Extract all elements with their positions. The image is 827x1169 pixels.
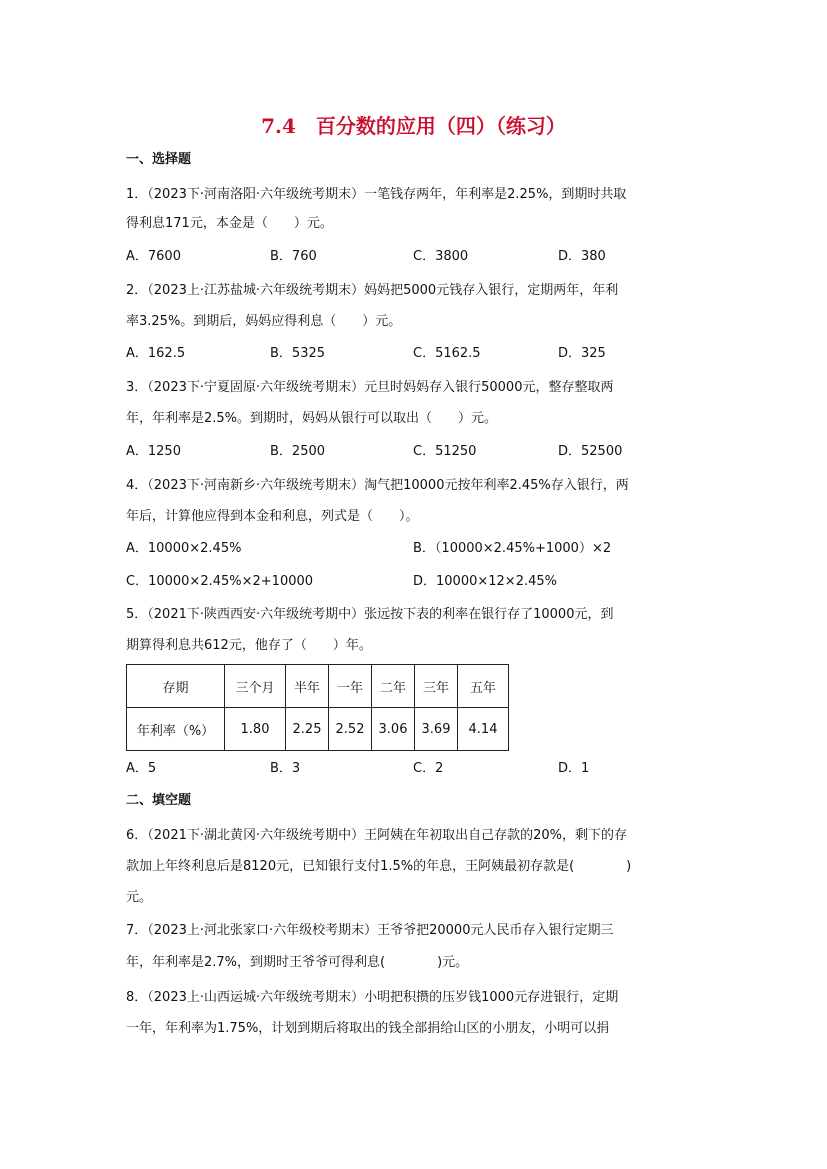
table-header-row — [127, 665, 509, 708]
q5-option-a: A．5 — [126, 761, 157, 776]
table-cell: 一年 — [329, 665, 372, 708]
question-3-line-2: 年，年利率是2.5%。到期时，妈妈从银行可以取出（ ）元。 — [126, 411, 498, 426]
q2-option-a: A．162.5 — [126, 346, 186, 361]
q3-option-a: A．1250 — [126, 444, 181, 459]
question-4-line-2: 年后，计算他应得到本金和利息，列式是（ ）。 — [126, 509, 419, 524]
q2-option-c: C．5162.5 — [413, 346, 481, 361]
q3-option-b: B．2500 — [270, 444, 326, 459]
table-cell: 二年 — [372, 665, 415, 708]
table-cell: 4.14 — [458, 708, 509, 751]
section-heading-choice: 一、选择题 — [126, 152, 192, 167]
question-5-line-2: 期算得利息共612元，他存了（ ）年。 — [126, 638, 372, 653]
table-cell: 年利率（%） — [127, 708, 225, 751]
question-3-line-1: 3．（2023下·宁夏固原·六年级统考期末）元旦时妈妈存入银行50000元，整存整取两 — [126, 380, 614, 395]
table-row — [127, 708, 509, 751]
q1-option-b: B．760 — [270, 249, 317, 264]
q4-option-c: C．10000×2.45%×2+10000 — [126, 574, 314, 589]
q2-option-d: D．325 — [558, 346, 606, 361]
table-cell: 三年 — [415, 665, 458, 708]
section-heading-fill-blank: 二、填空题 — [126, 793, 192, 808]
q4-option-a: A．10000×2.45% — [126, 541, 242, 556]
table-cell: 2.52 — [329, 708, 372, 751]
question-2-line-2: 率3.25%。到期后，妈妈应得利息（ ）元。 — [126, 314, 402, 329]
page-title: 7.4 百分数的应用（四）（练习） — [261, 114, 566, 138]
question-8-line-1: 8．（2023上·山西运城·六年级统考期末）小明把积攒的压岁钱1000元存进银行，定期 — [126, 990, 619, 1005]
question-6-line-2: 款加上年终利息后是8120元，已知银行支付1.5%的年息，王阿姨最初存款是( ) — [126, 859, 632, 874]
table-cell: 三个月 — [225, 665, 286, 708]
table-cell: 半年 — [286, 665, 329, 708]
table-cell: 存期 — [127, 665, 225, 708]
question-6-line-1: 6．（2021下·湖北黄冈·六年级统考期中）王阿姨在年初取出自己存款的20%，剩下的存 — [126, 828, 628, 843]
question-7-line-1: 7．（2023上·河北张家口·六年级校考期末）王爷爷把20000元人民币存入银行定期三 — [126, 923, 614, 938]
table-cell: 3.06 — [372, 708, 415, 751]
q2-option-b: B．5325 — [270, 346, 326, 361]
q1-option-d: D．380 — [558, 249, 606, 264]
q1-option-a: A．7600 — [126, 249, 181, 264]
q5-option-b: B．3 — [270, 761, 301, 776]
q4-option-d: D．10000×12×2.45% — [413, 574, 557, 589]
question-2-line-1: 2．（2023上·江苏盐城·六年级统考期末）妈妈把5000元钱存入银行，定期两年，年利 — [126, 283, 619, 298]
q3-option-c: C．51250 — [413, 444, 477, 459]
question-4-line-1: 4．（2023下·河南新乡·六年级统考期末）淘气把10000元按年利率2.45%存入银行，两 — [126, 478, 629, 493]
q3-option-d: D．52500 — [558, 444, 623, 459]
table-cell: 2.25 — [286, 708, 329, 751]
interest-rate-table — [126, 664, 509, 751]
question-7-line-2: 年，年利率是2.7%，到期时王爷爷可得利息( )元。 — [126, 955, 469, 970]
table-cell: 1.80 — [225, 708, 286, 751]
question-1-line-1: 1．（2023下·河南洛阳·六年级统考期末）一笔钱存两年，年利率是2.25%，到期时共取 — [126, 187, 627, 202]
question-8-line-2: 一年，年利率为1.75%，计划到期后将取出的钱全部捐给山区的小朋友，小明可以捐 — [126, 1021, 610, 1036]
table-cell: 3.69 — [415, 708, 458, 751]
question-5-line-1: 5．（2021下·陕西西安·六年级统考期中）张远按下表的利率在银行存了10000元，到 — [126, 607, 614, 622]
q5-option-c: C．2 — [413, 761, 444, 776]
q4-option-b: B．（10000×2.45%+1000）×2 — [413, 541, 612, 556]
q5-option-d: D．1 — [558, 761, 590, 776]
table-cell: 五年 — [458, 665, 509, 708]
question-1-line-2: 得利息171元，本金是（ ）元。 — [126, 216, 333, 231]
q1-option-c: C．3800 — [413, 249, 469, 264]
question-6-line-3: 元。 — [126, 890, 153, 905]
